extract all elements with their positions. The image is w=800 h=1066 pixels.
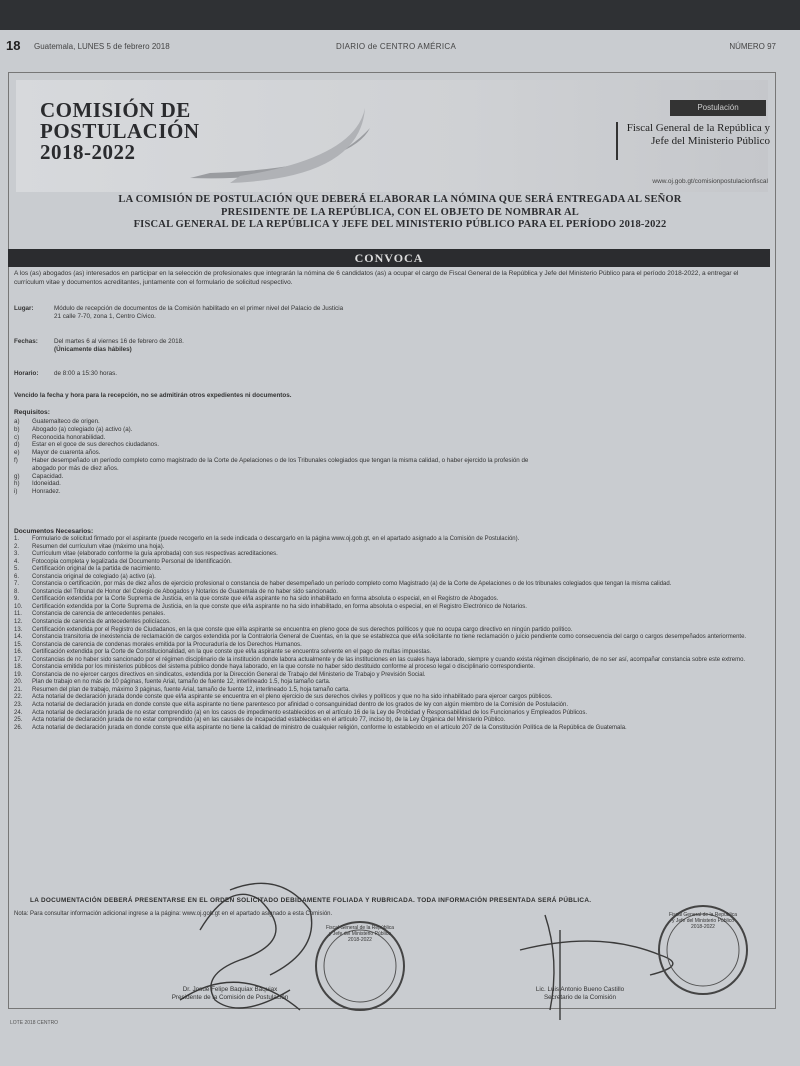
dateline: Guatemala, LUNES 5 de febrero 2018 <box>34 42 170 51</box>
requisito-text: abogado por más de diez años. <box>32 464 119 472</box>
fecha-value-1: Del martes 6 al viernes 16 de febrero de 2018. <box>54 338 184 345</box>
requisito-key: f) <box>14 456 18 464</box>
logo-line-3: 2018-2022 <box>40 140 136 164</box>
documento-number: 8. <box>14 588 20 595</box>
documento-number: 11. <box>14 611 22 618</box>
website-url: www.oj.gob.gt/comisionpostulacionfiscal <box>652 178 768 185</box>
right-seal-text: Fiscal General de la República y Jefe del Ministerio Público 2018-2022 <box>668 912 738 930</box>
horario-label: Horario: <box>14 370 39 377</box>
requisito-text: Capacidad. <box>32 472 64 480</box>
documento-number: 12. <box>14 619 23 626</box>
documento-text: Constancia emitida por los ministerios públicos del sistema público donde haya laborado, en la que conste no haber sido destituido conforme al proceso legal o disciplinario correspondiente. <box>32 664 535 671</box>
right-signatory-role: Secretario de la Comisión <box>543 994 617 1001</box>
page-number: 18 <box>6 38 21 53</box>
left-signatory <box>130 986 330 1002</box>
left-signatory-name: Dr. Josué Felipe Baquiax Baquiax <box>182 986 278 993</box>
documento-text: Resumen del plan de trabajo, máximo 3 páginas, fuente Arial, tamaño de fuente 12, interlineado 1.5, hoja tamaño carta. <box>32 686 350 693</box>
documento-number: 15. <box>14 641 23 648</box>
documento-number: 4. <box>14 558 20 565</box>
requisito-text: Idoneidad. <box>32 480 61 488</box>
documento-text: Certificación extendida por la Corte de Constitucionalidad, en la que conste que el/la aspirante se encuentra solvente en el pago de multas impuestas. <box>32 649 432 656</box>
documentos-title: Documentos Necesarios: <box>14 528 94 535</box>
documento-text: Resumen del currículum vitae (máximo una hoja). <box>32 543 165 550</box>
documento-number: 18. <box>14 664 23 671</box>
documento-text: Certificación original de la partida de nacimiento. <box>32 566 162 573</box>
issue-number: NÚMERO 97 <box>729 42 776 51</box>
documento-number: 23. <box>14 702 23 709</box>
logo-line-1: COMISIÓN DE <box>40 98 191 122</box>
requisito-text: Guatemalteco de origen. <box>32 418 100 425</box>
requisito-key: c) <box>14 433 20 441</box>
requisitos-title: Requisitos: <box>14 409 50 416</box>
documento-number: 5. <box>14 566 20 573</box>
documento-text: Constancia de carencia de antecedentes penales. <box>32 611 166 618</box>
requisito-key: b) <box>14 425 20 433</box>
requisito-text: Estar en el goce de sus derechos ciudadanos. <box>32 441 159 449</box>
requisito-key: a) <box>14 418 20 425</box>
documento-text: Plan de trabajo en no más de 10 páginas, fuente Arial, tamaño de fuente 12, interlineado 1.5, hoja tamaño carta. <box>32 679 331 686</box>
documento-text: Constancia original de colegiado (a) activo (a). <box>32 573 156 580</box>
right-signature-ink <box>520 915 673 1020</box>
documento-number: 24. <box>14 709 23 716</box>
documento-text: Certificación extendida por la Corte Suprema de Justicia, en la que conste que el/la aspirante no ha sido inhabilitado en forma absoluta o especial, en el Registro de Abogados. <box>32 596 499 603</box>
documento-number: 22. <box>14 694 23 701</box>
documento-number: 20. <box>14 679 23 686</box>
horario-value: de 8:00 a 15:30 horas. <box>54 370 118 377</box>
lugar-value-1: Módulo de recepción de documentos de la Comisión habilitado en el primer nivel del Palacio de Justicia <box>54 305 344 312</box>
documento-number: 13. <box>14 626 23 633</box>
documento-text: Certificación extendida por el Registro de Ciudadanos, en la que conste que el/la aspirante se encuentra en pleno goce de sus derechos políticos y que no ocupa cargo directivo en ningún partido político. <box>32 626 573 633</box>
documento-number: 16. <box>14 649 23 656</box>
requisito-key: i) <box>14 488 18 496</box>
requisito-text: Abogado (a) colegiado (a) activo (a). <box>32 425 133 433</box>
documento-text: Fotocopia completa y legalizada del Documento Personal de Identificación. <box>32 558 232 565</box>
documento-number: 17. <box>14 656 23 663</box>
documento-text: Constancias de no haber sido sancionado por el régimen disciplinario de la institución donde labora actualmente y de las instituciones en las cuales haya laborado, siempre y cuando exista régimen disciplinario, de no ser así, acompañar constancia sobre este extremo. <box>32 656 746 663</box>
documento-number: 25. <box>14 717 23 724</box>
requisito-key: h) <box>14 480 20 488</box>
office-line-2: Jefe del Ministerio Público <box>651 135 770 147</box>
heading-line-2: PRESIDENTE DE LA REPÚBLICA, CON EL OBJETO DE NOMBRAR AL <box>221 206 579 218</box>
documento-number: 6. <box>14 573 20 580</box>
intro-paragraph: A los (as) abogados (as) interesados en participar en la selección de profesionales que integrarán la nómina de 6 candidatos (as) a ocupar el cargo de Fiscal General de la República y Jefe del Ministerio Público para el período 2018-2022, a entregar el currículum vitae y documentos acreditantes, juntamente con el formulario de solicitud respectivo. <box>14 270 739 286</box>
documento-number: 21. <box>14 686 23 693</box>
documento-number: 1. <box>14 536 20 542</box>
requisito-key: e) <box>14 449 20 457</box>
fecha-value-2: (Únicamente días hábiles) <box>54 346 132 353</box>
newspaper-name: DIARIO de CENTRO AMÉRICA <box>336 42 457 51</box>
documento-text: Constancia de carencia de antecedentes policíacos. <box>32 619 171 626</box>
deadline-warning: Vencido la fecha y hora para la recepción, no se admitirán otros expedientes ni documentos. <box>14 392 292 399</box>
documento-text: Acta notarial de declaración jurada de no estar comprendido (a) en los casos de impedimento establecidos en el artículo 16 de la Ley de Probidad y Responsabilidad de los Funcionarios y Empleados Públicos. <box>32 709 587 716</box>
logo-line-2: POSTULACIÓN <box>40 119 200 143</box>
documento-text: Constancia o certificación, por más de diez años de ejercicio profesional o constancia de haber desempeñado un período completo como Magistrado (a) de la Corte de Apelaciones o de los tribunales colegiados que tengan la misma calidad. <box>32 581 672 588</box>
documento-number: 3. <box>14 551 20 558</box>
documento-text: Certificación extendida por la Corte Suprema de Justicia, en la que conste que el/la aspirante no ha sido inhabilitado, en forma absoluta o especial, en el Registro Electrónico de Notarios. <box>32 603 527 610</box>
footer-mark: LOTE 2018 CENTRO <box>10 1020 59 1026</box>
postulacion-badge: Postulación <box>670 100 766 116</box>
heading-line-1: LA COMISIÓN DE POSTULACIÓN QUE DEBERÁ ELABORAR LA NÓMINA QUE SERÁ ENTREGADA AL SEÑOR <box>118 194 682 205</box>
documento-number: 19. <box>14 671 23 678</box>
requisito-text: Haber desempeñado un período completo como magistrado de la Corte de Apelaciones o de los Tribunales colegiados que tengan la misma calidad, o haber ejercido la profesión de <box>32 456 529 464</box>
documento-text: Acta notarial de declaración jurada donde conste que el/la aspirante se encuentra en el pleno ejercicio de sus derechos civiles y políticos y que no ha sido inhabilitado para ejercer cargos públicos. <box>32 694 553 701</box>
right-signatory-name: Lic. Luis Antonio Bueno Castillo <box>535 986 625 993</box>
documento-text: Constancia transitoria de inexistencia de reclamación de cargos extendida por la Contraloría General de Cuentas, en la que se establezca que el/la solicitante no tiene reclamación o juicio pendiente como consecuencia del cargo o cargos desempeñados anteriormente. <box>32 634 747 641</box>
documento-text: Acta notarial de declaración jurada de no estar comprendido (a) en las causales de incapacidad establecidas en el artículo 77, inciso b), de la Ley Orgánica del Ministerio Público. <box>32 717 506 724</box>
documento-number: 2. <box>14 543 20 550</box>
requisito-text: Honradez. <box>32 488 61 496</box>
left-seal-text: Fiscal General de la República y Jefe del Ministerio Público 2018-2022 <box>325 925 395 943</box>
requisito-text: Mayor de cuarenta años. <box>32 449 101 457</box>
documento-number: 10. <box>14 603 23 610</box>
documento-text: Formulario de solicitud firmado por el aspirante (puede recogerlo en la sede indicada o descargarlo en la página www.oj.gob.gt, en el apartado asignado a la Comisión de Postulación). <box>32 536 520 542</box>
documento-text: Acta notarial de declaración jurada en donde conste que el/la aspirante no tiene la calidad de ministro de cualquier religión, conforme lo establecido en el artículo 207 de la Constitución Política de la República de Guatemala. <box>32 724 627 731</box>
requisito-key: d) <box>14 441 20 449</box>
documento-text: Constancia del Tribunal de Honor del Colegio de Abogados y Notarios de Guatemala de no haber sido sancionado. <box>32 588 338 595</box>
left-signatory-role: Presidente de la Comisión de Postulación <box>171 994 289 1001</box>
requisito-key: g) <box>14 472 20 480</box>
documento-text: Acta notarial de declaración jurada en donde conste que el/la aspirante no tiene parentesco por afinidad o consanguinidad dentro de los grados de ley con algún miembro de la Comisión de Postulación. <box>32 702 569 709</box>
lugar-label: Lugar: <box>14 305 34 312</box>
documento-number: 7. <box>14 581 20 588</box>
fecha-label: Fechas: <box>14 338 38 345</box>
requisito-text: Reconocida honorabilidad. <box>32 433 106 441</box>
right-signatory <box>490 986 670 1002</box>
consult-note: Nota: Para consultar información adicional ingrese a la página: www.oj.gob.gt en el apartado asignado a esta Comisión. <box>14 911 333 917</box>
documento-text: Currículum vitae (elaborado conforme la guía aprobada) con sus respectivas acreditaciones. <box>32 551 278 558</box>
office-line-1: Fiscal General de la República y <box>626 122 770 134</box>
closing-statement: LA DOCUMENTACIÓN DEBERÁ PRESENTARSE EN EL ORDEN SOLICITADO DEBIDAMENTE FOLIADA Y RUBRICADA. TODA INFORMACIÓN PRESENTADA SERÁ PÚBLICA. <box>30 897 592 904</box>
documento-number: 9. <box>14 596 20 603</box>
convoca-bar: CONVOCA <box>8 249 770 267</box>
documento-text: Constancia de no ejercer cargos directivos en sindicatos, extendida por la Dirección General de Trabajo del Ministerio de Trabajo y Previsión Social. <box>32 671 426 678</box>
lugar-value-2: 21 calle 7-70, zona 1, Centro Cívico. <box>54 313 156 320</box>
documento-number: 14. <box>14 634 23 641</box>
documento-text: Constancia de carencia de condenas morales emitida por la Procuraduría de los Derechos Humanos. <box>32 641 302 648</box>
documento-number: 26. <box>14 724 23 731</box>
heading-line-3: FISCAL GENERAL DE LA REPÚBLICA Y JEFE DEL MINISTERIO PÚBLICO PARA EL PERÍODO 2018-2022 <box>133 219 667 230</box>
